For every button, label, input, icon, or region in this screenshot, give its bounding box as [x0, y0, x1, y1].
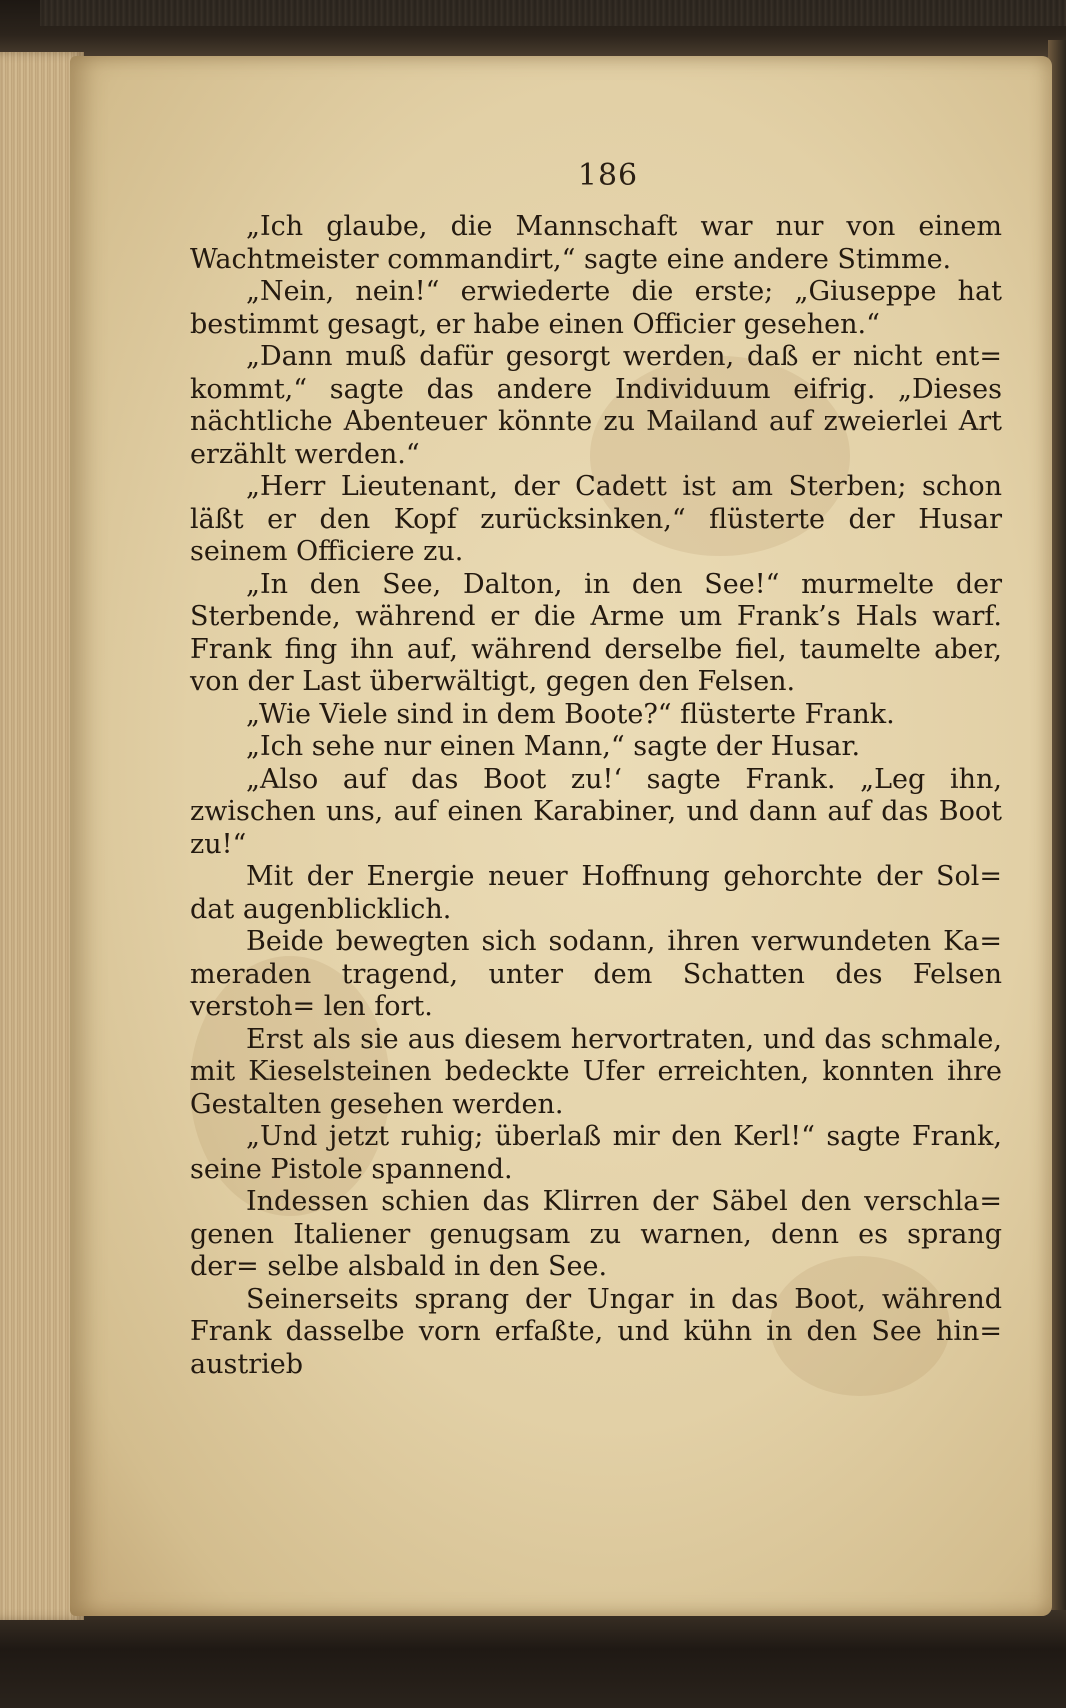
paragraph: „Ich glaube, die Mannschaft war nur von einem Wachtmeister commandirt,“ sagte eine andere Stimme. — [190, 211, 1002, 275]
paragraph: „Ich sehe nur einen Mann,“ sagte der Husar. — [246, 731, 861, 762]
paragraph: „Wie Viele sind in dem Boote?“ flüsterte Frank. — [246, 698, 895, 730]
paragraph: „Nein, nein!“ erwiederte die erste; „Giuseppe hat bestimmt gesagt, er habe einen Officier gesehen.“ — [190, 276, 1002, 340]
paragraph: Indessen schien das Klirren der Säbel den verschla= genen Italiener genugsam zu warnen, denn es sprang der= selbe alsbald in den See. — [190, 1186, 1002, 1282]
paragraph: „In den See, Dalton, in den See!“ murmelte der Sterbende, während er die Arme um Frank’s Hals warf. Frank fing ihn auf, während derselbe fiel, taumelte aber, von der Last überwältigt, gegen den Felsen. — [190, 568, 1002, 697]
paragraph: „Und jetzt ruhig; überlaß mir den Kerl!“ sagte Frank, seine Pistole spannend. — [190, 1121, 1002, 1185]
paragraph: „Dann muß dafür gesorgt werden, daß er nicht ent= kommt,“ sagte das andere Individuum eifrig. „Dieses nächtliche Abenteuer könnte zu Mailand auf zweierlei Art erzählt werden.“ — [190, 341, 1002, 470]
paragraph: Mit der Energie neuer Hoffnung gehorchte der Sol= dat augenblicklich. — [190, 861, 1002, 925]
paragraph: Erst als sie aus diesem hervortraten, und das schmale, mit Kieselsteinen bedeckte Ufer erreichten, konnten ihre Gestalten gesehen werden. — [190, 1023, 1002, 1120]
book-bottom-binding — [0, 1610, 1066, 1708]
paragraph: Seinerseits sprang der Ungar in das Boot, während Frank dasselbe vorn erfaßte, und kühn in den See hin= austrieb — [190, 1283, 1002, 1380]
book-cloth-edge — [40, 0, 1066, 26]
paragraph: „Herr Lieutenant, der Cadett ist am Sterben; schon läßt er den Kopf zurücksinken,“ flüsterte der Husar seinem Officiere zu. — [190, 471, 1002, 567]
paragraph: Beide bewegten sich sodann, ihren verwundeten Ka= meraden tragend, unter dem Schatten des Felsen verstoh= len fort. — [190, 926, 1002, 1022]
paragraph: „Also auf das Boot zu!‘ sagte Frank. „Leg ihn, zwischen uns, auf einen Karabiner, und dann auf das Boot zu!“ — [190, 763, 1002, 860]
page-body-text — [190, 211, 1002, 1381]
page-number: 186 — [577, 158, 639, 193]
